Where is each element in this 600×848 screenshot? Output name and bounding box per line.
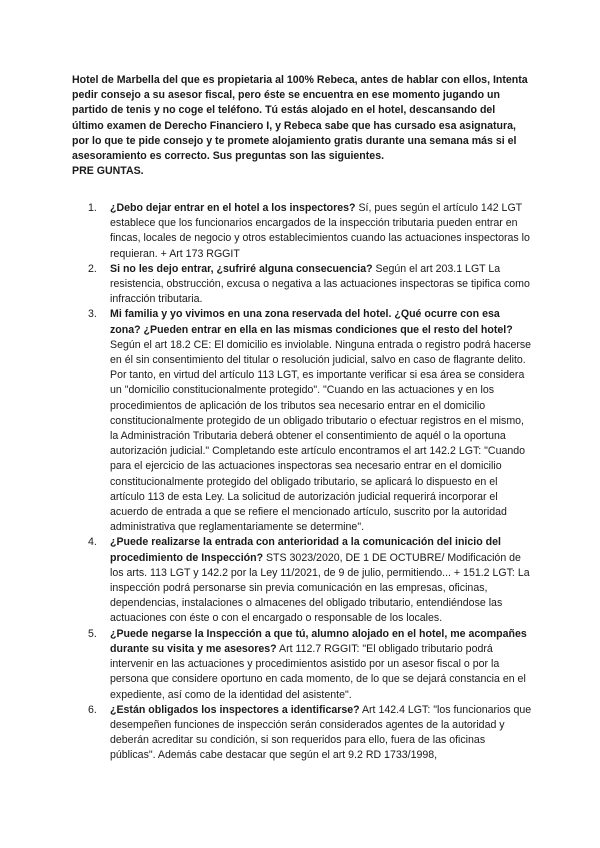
question-text: ¿Están obligados los inspectores a identificarse? <box>110 703 360 716</box>
question-number: 6. <box>88 703 97 716</box>
answer-text: Según el art 18.2 CE: El domicilio es inviolable. Ninguna entrada o registro podrá hacerse en él sin consentimiento del titular o resolución judicial, salvo en caso de flagrante delito. Por tanto, en virtud del artículo 113 LGT, es importante verificar si esa área se considera un "domicilio constitucionalmente protegido". "Cuando en las actuaciones y en los procedimientos de aplicación de los tributos sea necesario entrar en el domicilio constitucionalmente protegido de un obligado tributario o efectuar registros en el mismo, la Administración Tributaria deberá obtener el consentimiento de aquél o la oportuna autorización judicial." Completando este artículo encontramos el art 142.2 LGT: "Cuando para el ejercicio de las actuaciones inspectoras sea necesario entrar en el domicilio constitucionalmente protegido del obligado tributario, se aplicará lo dispuesto en el artículo 113 de esta Ley. La solicitud de autorización judicial requerirá incorporar el acuerdo de entrada a que se refiere el mencionado artículo, suscrito por la autoridad administrativa que reglamentariamente se determine". <box>110 338 532 534</box>
question-text: Mi familia y yo vivimos en una zona reservada del hotel. ¿Qué ocurre con esa zona? ¿Pueden entrar en ella en las mismas condiciones que el resto del hotel? <box>110 308 513 336</box>
answer-text: Art 112.7 RGGIT: "El obligado tributario podrá intervenir en las actuaciones y procedimientos asistido por un asesor fiscal o por la persona que considere oportuno en cada momento, de lo que se dejará constancia en el expediente, así como de la identidad del asistente". <box>110 642 526 701</box>
answer-text: Según el art 203.1 LGT La resistencia, obstrucción, excusa o negativa a las actuaciones inspectoras se tipifica como infracción tributaria. <box>110 262 530 306</box>
list-item <box>72 535 532 626</box>
intro-paragraph: Hotel de Marbella del que es propietaria al 100% Rebeca, antes de hablar con ellos, Intenta pedir consejo a su asesor fiscal, pero éste se encuentra en ese momento jugando un partido de tenis y no coge el teléfono. Tú estás alojado en el hotel, descansando del último examen de Derecho Financiero I, y Rebeca sabe que has cursado esa asignatura, por lo que te pide consejo y te promete alojamiento gratis durante una semana más si el asesoramiento es correcto. Sus preguntas son las siguientes. <box>72 74 528 163</box>
question-number: 2. <box>88 262 97 275</box>
question-number: 1. <box>88 202 97 214</box>
list-item <box>72 307 532 535</box>
answer-text: STS 3023/2020, DE 1 DE OCTUBRE/ Modificación de los arts. 113 LGT y 142.2 por la Ley 11/2021, de 9 de julio, permitiendo... + 151.2 LGT: La inspección podrá personarse sin previa comunicación en las empresas, oficinas, dependencias, instalaciones o almacenes del obligado tributario, entendiéndose las actuaciones con éste o con el encargado o responsable de los locales. <box>110 551 530 625</box>
list-item <box>72 703 532 764</box>
question-text: ¿Puede realizarse la entrada con anterioridad a la comunicación del inicio del procedimiento de Inspección? <box>110 536 501 564</box>
question-number: 3. <box>88 308 97 321</box>
intro-section <box>72 73 528 179</box>
questions-heading: PRE GUNTAS. <box>72 165 144 178</box>
question-text: ¿Puede negarse la Inspección a que tú, alumno alojado en el hotel, me acompañes durante su visita y me asesores? <box>110 627 527 655</box>
answer-text: Art 142.4 LGT: "los funcionarios que desempeñen funciones de inspección serán considerados agentes de la autoridad y deberán acreditar su condición, si son requeridos para ello, fuera de las oficinas públicas". Además cabe destacar que según el art 9.2 RD 1733/1998, <box>110 703 532 762</box>
list-item <box>72 627 532 703</box>
question-text: Si no les dejo entrar, ¿sufriré alguna consecuencia? <box>110 262 373 275</box>
question-number: 5. <box>88 627 97 640</box>
list-item <box>72 262 532 308</box>
question-text: ¿Debo dejar entrar en el hotel a los inspectores? <box>110 202 356 214</box>
question-number: 4. <box>88 536 97 549</box>
questions-list <box>72 201 532 764</box>
list-item <box>72 201 532 262</box>
answer-text: Sí, pues según el artículo 142 LGT establece que los funcionarios encargados de la inspección tributaria pueden entrar en fincas, locales de negocio y otros establecimientos cuando las actuaciones inspectoras lo requieran. + Art 173 RGGIT <box>110 202 530 260</box>
